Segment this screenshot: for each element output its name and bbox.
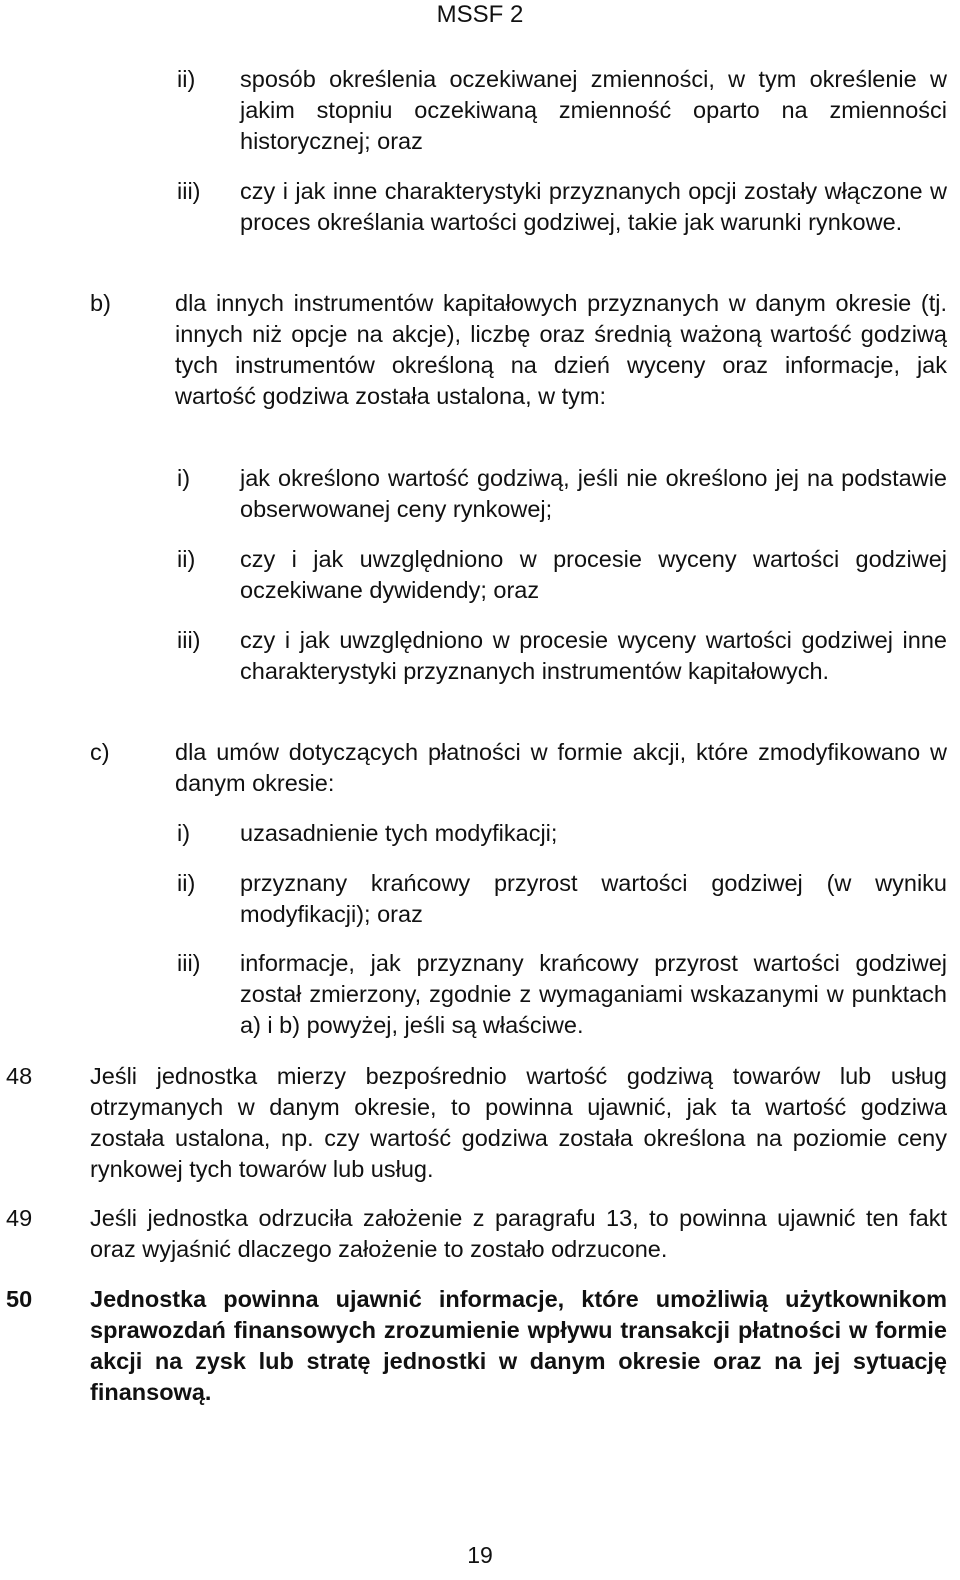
item-text: przyznany krańcowy przyrost wartości godziwej (w wyniku modyfikacji); oraz: [240, 870, 947, 927]
paragraph-text: Jednostka powinna ujawnić informacje, które umożliwią użytkownikom sprawozdań finansowych zrozumienie wpływu transakcji płatności w formie akcji na zysk lub stratę jednostki w danym okresie oraz na jej sytuację finansową.: [90, 1286, 947, 1405]
item-label: ii): [177, 546, 196, 572]
item-label: ii): [177, 66, 196, 92]
item-label: ii): [177, 870, 196, 896]
item-text: informacje, jak przyznany krańcowy przyrost wartości godziwej został zmierzony, zgodnie z wymaganiami wskazanymi w punktach a) i b) powyżej, jeśli są właściwe.: [240, 950, 947, 1038]
page-header: MSSF 2: [436, 1, 524, 28]
paragraph-number: 50: [6, 1286, 33, 1312]
item-text: dla umów dotyczących płatności w formie akcji, które zmodyfikowano w danym okresie:: [175, 739, 947, 796]
item-text: dla innych instrumentów kapitałowych przyznanych w danym okresie (tj. innych niż opcje na akcje), liczbę oraz średnią ważoną wartość godziwą tych instrumentów określoną na dzień wyceny oraz informacje, jak wartość godziwa została ustalona, w tym:: [175, 290, 947, 409]
page-number: 19: [467, 1542, 493, 1568]
item-text: jak określono wartość godziwą, jeśli nie określono jej na podstawie obserwowanej ceny rynkowej;: [240, 465, 947, 522]
paragraph-text: Jeśli jednostka mierzy bezpośrednio wartość godziwą towarów lub usług otrzymanych w danym okresie, to powinna ujawnić, jak ta wartość godziwa została ustalona, np. czy wartość godziwa została określona na poziomie ceny rynkowej tych towarów lub usług.: [90, 1063, 947, 1182]
item-label: iii): [177, 950, 201, 976]
item-text: czy i jak uwzględniono w procesie wyceny wartości godziwej inne charakterystyki przyznanych instrumentów kapitałowych.: [240, 627, 947, 684]
item-label: iii): [177, 178, 201, 204]
item-label: c): [90, 739, 110, 765]
item-label: iii): [177, 627, 201, 653]
item-text: czy i jak inne charakterystyki przyznanych opcji zostały włączone w proces określania wartości godziwej, takie jak warunki rynkowe.: [240, 178, 947, 235]
item-label: b): [90, 290, 111, 316]
item-text: sposób określenia oczekiwanej zmienności, w tym określenie w jakim stopniu oczekiwaną zmienność oparto na zmienności historycznej; oraz: [240, 66, 947, 154]
item-label: i): [177, 465, 191, 491]
item-text: uzasadnienie tych modyfikacji;: [240, 820, 558, 846]
paragraph-text: Jeśli jednostka odrzuciła założenie z paragrafu 13, to powinna ujawnić ten fakt oraz wyjaśnić dlaczego założenie to zostało odrzucone.: [90, 1205, 947, 1262]
paragraph-number: 48: [6, 1063, 33, 1089]
item-label: i): [177, 820, 191, 846]
paragraph-number: 49: [6, 1205, 33, 1231]
item-text: czy i jak uwzględniono w procesie wyceny wartości godziwej oczekiwane dywidendy; oraz: [240, 546, 947, 603]
